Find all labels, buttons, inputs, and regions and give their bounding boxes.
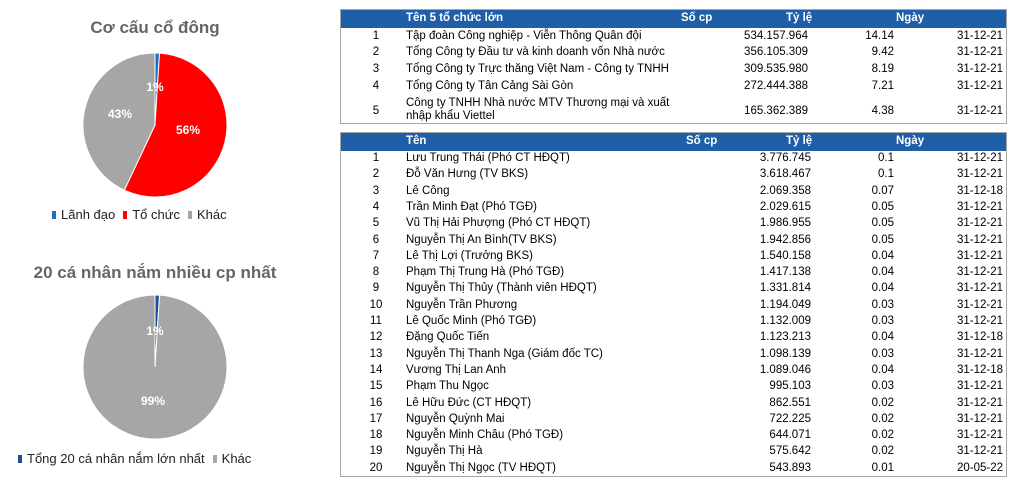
header-shares: Số cp [681,12,713,24]
row-index: 5 [372,217,380,230]
row-date: 31-12-21 [956,429,1003,442]
row-ratio: 8.19 [871,63,894,75]
row-ratio: 0.03 [871,347,894,360]
table-row [341,396,1006,412]
legend-label: Khác [196,207,227,222]
row-name: Nguyễn Trần Phương [406,298,518,311]
row-shares: 3.776.745 [759,152,811,164]
row-name: Lê Công [406,184,450,197]
row-index: 7 [372,249,380,262]
row-name: Đặng Quốc Tiến [406,331,490,344]
row-shares: 2.069.358 [759,184,811,197]
row-index: 12 [369,331,383,344]
row-date: 31-12-21 [956,396,1003,409]
row-ratio: 0.05 [871,217,894,230]
row-date: 31-12-21 [956,298,1003,311]
row-name: Nguyễn Thị An Bình(TV BKS) [406,233,557,246]
table-row [341,363,1006,379]
row-ratio: 0.1 [878,168,894,181]
table-row [341,30,1006,46]
row-name: Công ty TNHH Nhà nước MTV Thương mại và xuất [406,97,670,109]
legend-label: Lãnh đạo [61,207,116,222]
row-index: 1 [372,152,380,164]
row-date: 31-12-21 [956,168,1003,181]
row-ratio: 0.01 [871,461,894,474]
row-name: Tổng Công ty Đầu tư và kinh doanh vốn Nhà nước [406,46,665,58]
row-shares: 722.225 [769,412,811,425]
row-shares: 1.194.049 [759,298,811,311]
legend-label: Khác [221,451,252,466]
row-ratio: 0.07 [871,184,894,197]
row-shares: 1.540.158 [759,249,811,262]
row-shares: 1.986.955 [759,217,811,230]
row-index: 15 [369,380,383,393]
legend-item-2 [123,207,180,222]
row-date: 31-12-18 [956,331,1003,344]
pie-slice-2 [83,295,227,439]
table-row [341,97,1006,127]
row-shares: 356.105.309 [744,46,808,58]
row-ratio: 0.04 [871,331,894,344]
row-index: 16 [369,396,383,409]
row-date: 31-12-21 [956,282,1003,295]
row-date: 31-12-21 [956,412,1003,425]
header-shares: Số cp [686,135,718,147]
row-name: Nguyễn Quỳnh Mai [406,412,505,425]
pie-data-label-2: 99% [140,394,166,408]
row-name: Lê Hữu Đức (CT HĐQT) [406,396,532,409]
table-row [341,249,1006,265]
row-date: 31-12-21 [956,80,1003,92]
table-row [341,444,1006,460]
table-row [341,184,1006,200]
row-index: 13 [369,347,383,360]
table-row [341,233,1006,249]
legend-label: Tổ chức [132,207,180,222]
row-shares: 644.071 [769,429,811,442]
row-index: 6 [372,233,380,246]
legend-swatch [123,211,127,219]
table-row [341,412,1006,428]
row-name: Lưu Trung Thái (Phó CT HĐQT) [406,152,570,164]
row-index: 19 [369,445,383,458]
row-ratio: 9.42 [871,46,894,58]
legend-item-3 [188,207,227,222]
row-shares: 1.417.138 [759,266,811,279]
legend-item-1 [18,451,205,466]
row-date: 31-12-21 [956,249,1003,262]
table-row [341,379,1006,395]
row-ratio: 7.21 [871,80,894,92]
row-index: 5 [372,105,380,117]
row-date: 31-12-21 [956,347,1003,360]
table-row [341,428,1006,444]
row-name: Lê Quốc Minh (Phó TGĐ) [406,315,537,327]
row-ratio: 0.03 [871,298,894,311]
row-date: 31-12-21 [956,266,1003,279]
row-ratio: 0.05 [871,233,894,246]
row-name: Phạm Thị Trung Hà (Phó TGĐ) [406,266,565,279]
pie-data-label-1: 1% [146,80,164,94]
individuals-header [341,133,1006,151]
row-date: 31-12-21 [956,200,1003,213]
row-ratio: 0.02 [871,445,894,458]
row-date: 31-12-21 [956,315,1003,327]
row-name: Lê Thị Lợi (Trưởng BKS) [406,249,533,262]
row-index: 11 [370,315,382,327]
legend-swatch [52,211,56,219]
table-row [341,63,1006,79]
row-name: Vũ Thị Hải Phượng (Phó CT HĐQT) [406,217,591,230]
row-name: Tổng Công ty Tân Cảng Sài Gòn [406,80,574,92]
row-shares: 1.089.046 [759,363,811,376]
row-ratio: 4.38 [871,105,894,117]
row-index: 1 [372,30,380,42]
row-index: 20 [369,461,383,474]
row-name: Tổng Công ty Trực thăng Việt Nam - Công ty TNHH [406,63,669,75]
row-ratio: 0.04 [871,363,894,376]
shareholder-structure-legend [52,207,235,222]
table-row [341,330,1006,346]
row-name-cont: nhập khẩu Viettel [406,110,495,122]
row-ratio: 0.03 [871,380,894,393]
row-date: 31-12-21 [956,152,1003,164]
table-row [341,298,1006,314]
row-shares: 1.942.856 [759,233,811,246]
row-date: 31-12-21 [956,380,1003,393]
row-index: 10 [369,298,383,311]
row-index: 17 [369,412,383,425]
row-shares: 165.362.389 [744,105,808,117]
top20-individuals-legend [18,451,259,466]
legend-swatch [18,455,22,463]
table-row [341,216,1006,232]
row-ratio: 0.04 [871,249,894,262]
top20-individuals-title: 20 cá nhân nắm nhiều cp nhất [33,263,277,282]
table-row [341,314,1006,330]
row-date: 31-12-21 [956,46,1003,58]
row-name: Phạm Thu Ngọc [406,380,489,393]
pie-data-label-1: 1% [146,324,164,338]
row-name: Tập đoàn Công nghiệp - Viễn Thông Quân đội [406,30,642,42]
row-ratio: 0.02 [871,412,894,425]
row-shares: 543.893 [769,461,811,474]
header-ratio: Tỷ lệ [786,135,813,147]
charts-panel [0,0,330,485]
header-name: Tên [406,135,427,147]
row-name: Trần Minh Đạt (Phó TGĐ) [406,200,538,213]
row-shares: 2.029.615 [759,200,811,213]
row-index: 2 [372,168,380,181]
row-ratio: 14.14 [865,30,894,42]
legend-swatch [188,211,192,219]
row-date: 31-12-21 [956,105,1003,117]
legend-item-2 [213,451,252,466]
row-name: Nguyễn Minh Châu (Phó TGĐ) [406,429,564,442]
row-date: 31-12-18 [956,363,1003,376]
row-name: Nguyễn Thị Thanh Nga (Giám đốc TC) [406,347,603,360]
top20-individuals-pie [80,292,230,442]
row-index: 9 [372,282,380,295]
row-index: 18 [369,429,383,442]
pie-data-label-2: 56% [175,123,201,137]
pie-data-label-3: 43% [107,107,133,121]
row-date: 31-12-21 [956,30,1003,42]
table-row [341,151,1006,167]
row-index: 4 [372,80,380,92]
row-shares: 575.642 [769,445,811,458]
top5-orgs-table [340,9,1007,124]
row-index: 4 [372,200,380,213]
header-date: Ngày [896,135,925,147]
row-shares: 534.157.964 [744,30,808,42]
table-row [341,281,1006,297]
row-shares: 272.444.388 [744,80,808,92]
row-name: Đỗ Văn Hưng (TV BKS) [406,168,529,181]
row-index: 3 [372,63,380,75]
top5-orgs-header [341,10,1006,28]
header-ratio: Tỷ lệ [786,12,813,24]
row-date: 31-12-21 [956,445,1003,458]
row-shares: 1.098.139 [759,347,811,360]
shareholder-structure-title: Cơ cấu cổ đông [90,18,220,37]
row-index: 3 [372,184,380,197]
legend-item-1 [52,207,115,222]
legend-label: Tổng 20 cá nhân nắm lớn nhất [27,451,205,466]
row-index: 14 [369,363,383,376]
row-shares: 1.331.814 [759,282,811,295]
row-ratio: 0.04 [871,266,894,279]
row-shares: 309.535.980 [744,63,808,75]
header-name: Tên 5 tổ chức lớn [406,12,504,24]
row-name: Nguyễn Thị Ngọc (TV HĐQT) [406,461,556,474]
row-shares: 995.103 [769,380,811,393]
table-row [341,200,1006,216]
row-shares: 1.132.009 [759,315,811,327]
table-row [341,265,1006,281]
row-shares: 862.551 [769,396,811,409]
row-ratio: 0.03 [871,315,894,327]
row-name: Vương Thị Lan Anh [406,363,507,376]
row-name: Nguyễn Thị Hà [406,445,483,458]
row-ratio: 0.05 [871,200,894,213]
row-date: 31-12-21 [956,63,1003,75]
row-date: 31-12-18 [956,184,1003,197]
table-row [341,167,1006,183]
row-date: 31-12-21 [956,217,1003,230]
row-ratio: 0.1 [878,152,894,164]
row-ratio: 0.02 [871,429,894,442]
table-row [341,80,1006,96]
shareholder-structure-pie [80,50,230,200]
individuals-table [340,132,1007,477]
row-date: 31-12-21 [956,233,1003,246]
table-row [341,46,1006,62]
table-row [341,347,1006,363]
header-date: Ngày [896,12,925,24]
row-date: 20-05-22 [956,461,1003,474]
legend-swatch [213,455,217,463]
row-ratio: 0.02 [871,396,894,409]
row-shares: 3.618.467 [759,168,811,181]
row-index: 2 [372,46,380,58]
row-index: 8 [372,266,380,279]
table-row [341,461,1006,477]
row-ratio: 0.04 [871,282,894,295]
row-name: Nguyễn Thị Thủy (Thành viên HĐQT) [406,282,597,295]
row-shares: 1.123.213 [759,331,811,344]
